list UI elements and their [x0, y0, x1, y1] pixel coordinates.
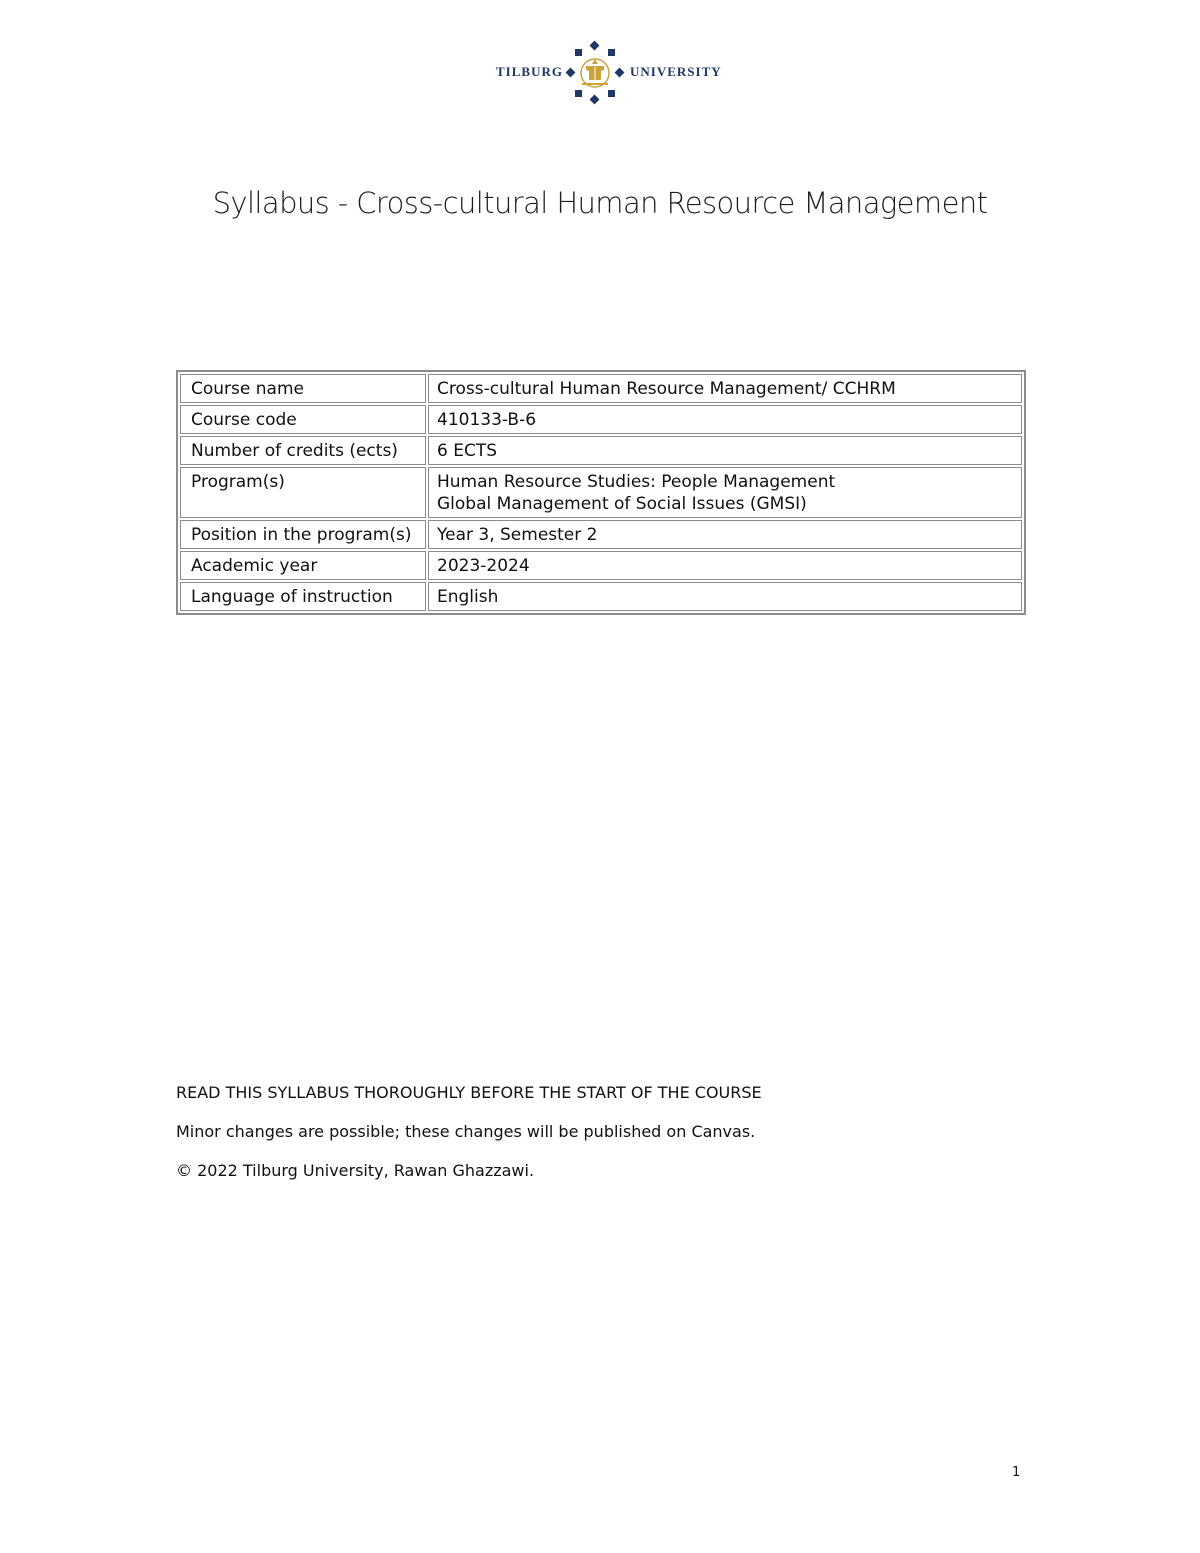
row-value	[428, 374, 1022, 403]
course-info-body	[180, 374, 1022, 611]
changes-note: Minor changes are possible; these changes will be published on Canvas.	[176, 1122, 756, 1141]
row-value	[428, 467, 1022, 518]
row-value-line: Year 3, Semester 2	[437, 525, 598, 545]
row-label: Number of credits (ects)	[180, 436, 426, 465]
row-value	[428, 582, 1022, 611]
table-row	[180, 551, 1022, 580]
table-row	[180, 374, 1022, 403]
row-value-line: Cross-cultural Human Resource Management/ CCHRM	[437, 379, 896, 399]
row-label: Position in the program(s)	[180, 520, 426, 549]
logo-word-university: UNIVERSITY	[630, 64, 722, 79]
row-label: Program(s)	[180, 467, 426, 518]
row-label: Language of instruction	[180, 582, 426, 611]
syllabus-notes	[176, 1082, 762, 1199]
row-value	[428, 436, 1022, 465]
row-label: Course code	[180, 405, 426, 434]
row-value-line: English	[437, 587, 499, 607]
table-row	[180, 405, 1022, 434]
document-title: Syllabus - Cross-cultural Human Resource Management	[212, 186, 988, 220]
row-value-line: Human Resource Studies: People Management	[437, 472, 836, 492]
row-value	[428, 520, 1022, 549]
university-seal-icon	[564, 40, 626, 106]
row-value-line: 6 ECTS	[437, 441, 498, 461]
row-value-line: 410133-B-6	[437, 410, 537, 430]
logo-word-tilburg: TILBURG	[496, 64, 563, 79]
row-value-line: Global Management of Social Issues (GMSI)	[437, 494, 807, 514]
row-value	[428, 551, 1022, 580]
university-logo	[490, 40, 730, 106]
table-row	[180, 582, 1022, 611]
read-warning: READ THIS SYLLABUS THOROUGHLY BEFORE THE START OF THE COURSE	[176, 1083, 762, 1102]
row-label: Academic year	[180, 551, 426, 580]
copyright-note: © 2022 Tilburg University, Rawan Ghazzawi.	[176, 1161, 535, 1180]
table-row	[180, 436, 1022, 465]
row-label: Course name	[180, 374, 426, 403]
row-value	[428, 405, 1022, 434]
course-info-table	[176, 370, 1026, 615]
row-value-line: 2023-2024	[437, 556, 530, 576]
table-row	[180, 520, 1022, 549]
page-number: 1	[1012, 1465, 1021, 1480]
table-row	[180, 467, 1022, 518]
